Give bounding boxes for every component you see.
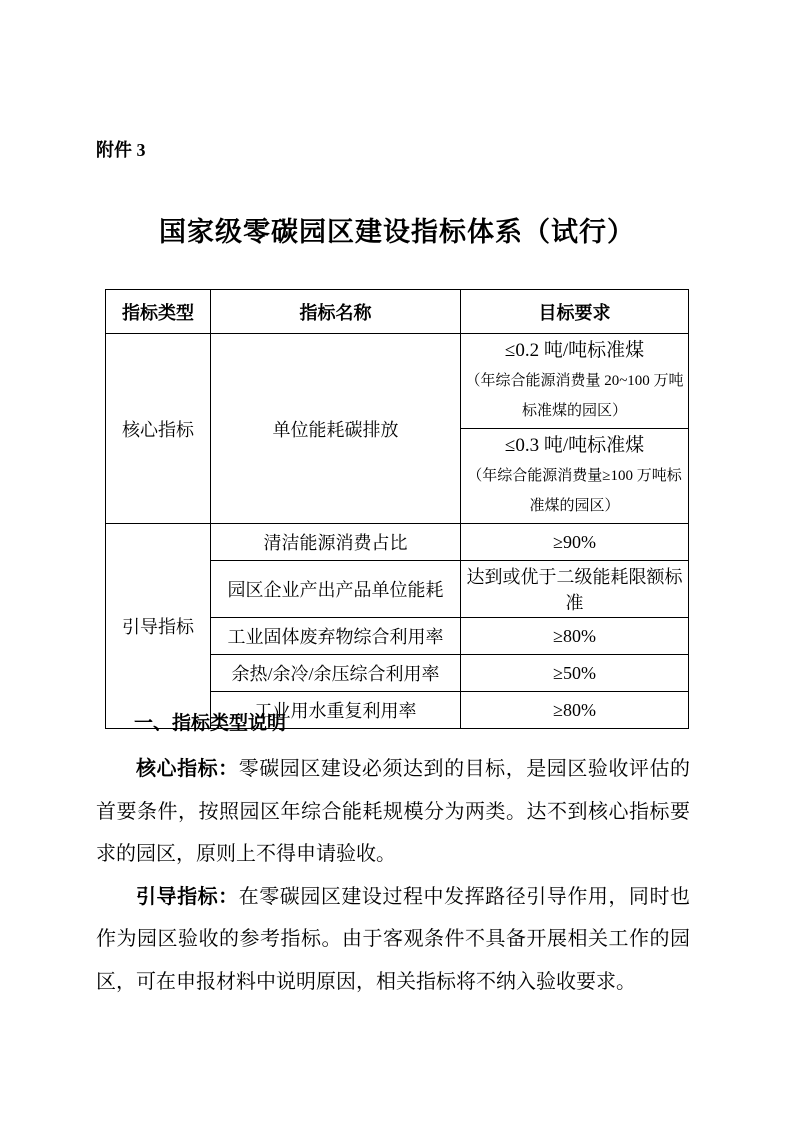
core-requirement-2-value: ≤0.3 吨/吨标准煤: [504, 435, 645, 456]
core-requirement-1-note: （年综合能源消费量 20~100 万吨标准煤的园区）: [465, 373, 684, 419]
guiding-indicator-paragraph-body: 在零碳园区建设过程中发挥路径引导作用，同时也作为园区验收的参考指标。由于客观条件不具备开展相关工作的园区，可在申报材料中说明原因，相关指标将不纳入验收要求。: [96, 885, 691, 993]
guiding-indicator-2-name: 园区企业产出产品单位能耗: [211, 561, 461, 618]
core-requirement-1-value: ≤0.2 吨/吨标准煤: [504, 340, 645, 361]
explanation-section: [96, 708, 690, 1003]
core-requirement-cell-2: [461, 429, 689, 524]
guiding-indicator-1-name: 清洁能源消费占比: [211, 524, 461, 561]
core-indicator-type-cell: 核心指标: [106, 334, 211, 524]
guiding-indicator-1-target: ≥90%: [461, 524, 689, 561]
core-indicator-paragraph-lead: 核心指标：: [136, 758, 239, 780]
guiding-indicator-paragraph-lead: 引导指标：: [136, 885, 239, 908]
guiding-indicator-3-target: ≥80%: [461, 618, 689, 655]
core-indicator-name-cell: 单位能耗碳排放: [211, 334, 461, 524]
guiding-indicator-2-target: 达到或优于二级能耗限额标准: [461, 561, 689, 618]
core-indicator-row-1: [106, 334, 689, 429]
guiding-indicator-5-target: ≥80%: [461, 692, 689, 729]
core-indicator-paragraph-body: 零碳园区建设必须达到的目标，是园区验收评估的首要条件，按照园区年综合能耗规模分为两类。达不到核心指标要求的园区，原则上不得申请验收。: [96, 758, 691, 865]
core-requirement-2-note: （年综合能源消费量≥100 万吨标准煤的园区）: [467, 468, 682, 514]
header-target-requirement: 目标要求: [461, 290, 689, 334]
guiding-indicator-3-name: 工业固体废弃物综合利用率: [211, 618, 461, 655]
header-indicator-name: 指标名称: [211, 290, 461, 334]
guiding-indicator-4-name: 余热/余冷/余压综合利用率: [211, 655, 461, 692]
core-indicator-paragraph: [96, 748, 690, 876]
guiding-indicator-type-cell: 引导指标: [106, 524, 211, 729]
document-title: 国家级零碳园区建设指标体系（试行）: [159, 217, 635, 247]
indicator-table: [105, 289, 689, 729]
core-requirement-cell-1: [461, 334, 689, 429]
guiding-indicator-row-1: [106, 524, 689, 561]
section-heading: 一、指标类型说明: [134, 713, 287, 734]
attachment-label: 附件 3: [96, 140, 146, 160]
guiding-indicator-paragraph: [96, 876, 690, 1004]
header-indicator-type: 指标类型: [106, 290, 211, 334]
guiding-indicator-5-name: 工业用水重复利用率: [211, 692, 461, 729]
table-header-row: [106, 290, 689, 334]
guiding-indicator-4-target: ≥50%: [461, 655, 689, 692]
